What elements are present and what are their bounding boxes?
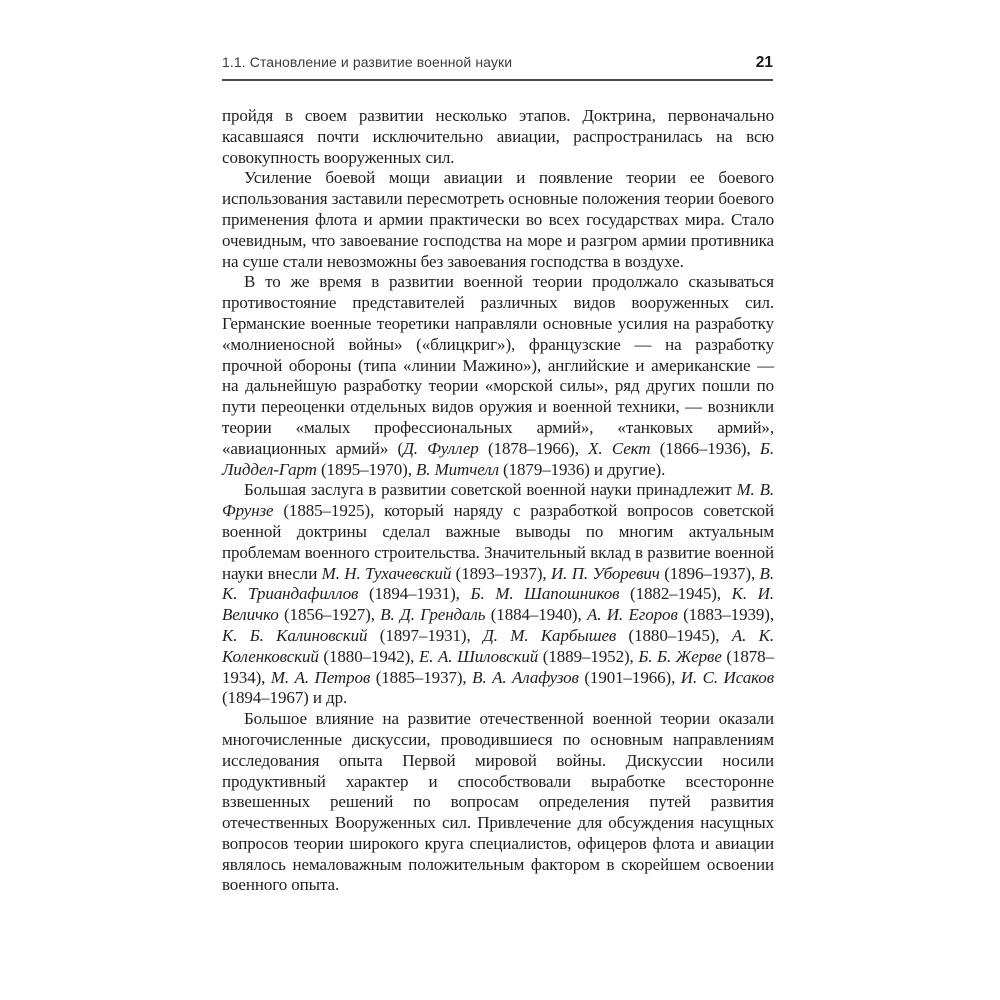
text-run: пройдя в своем развитии несколько этапов. Доктрина, первоначально касавшаяся почти исключительно авиации, распространилась на всю совокупность вооруженных сил. bbox=[222, 106, 774, 167]
person-name-run: К. Б. Калиновский bbox=[222, 625, 368, 645]
person-name-run: Б. Лиддел-Гарт bbox=[222, 438, 774, 479]
person-name-run: А. И. Егоров bbox=[586, 605, 678, 625]
paragraph bbox=[222, 709, 774, 896]
text-run: (1879–1936) и другие). bbox=[498, 459, 666, 479]
person-name-run: В. Д. Грендаль bbox=[380, 605, 486, 625]
paragraph bbox=[222, 168, 774, 272]
person-name-run: Д. М. Карбышев bbox=[483, 625, 617, 645]
text-run: (1880–1945), bbox=[616, 625, 732, 645]
person-name-run: И. П. Уборевич bbox=[550, 563, 660, 583]
person-name-run: М. Н. Тухачевский bbox=[321, 563, 452, 583]
person-name-run: В. А. Алафузов bbox=[472, 667, 579, 687]
text-run: Большая заслуга в развитии советской военной науки принадлежит bbox=[244, 480, 737, 500]
text-run: (1883–1939), bbox=[677, 605, 774, 625]
person-name-run: М. В. Фрунзе bbox=[222, 480, 775, 521]
text-run: Усиление боевой мощи авиации и появление теории ее боевого использования заставили пересмотреть основные положения теории боевого применения флота и армии практически во всех государствах мира. Стало очевидным, что завоевание господства на море и разгром армии противника на суше стали невозможны без завоевания господства в воздухе. bbox=[222, 168, 774, 271]
page-number: 21 bbox=[755, 54, 773, 71]
person-name-run: Б. М. Шапошников bbox=[470, 584, 620, 604]
running-header-title: 1.1. Становление и развитие военной науки bbox=[222, 54, 513, 70]
paragraph bbox=[222, 480, 774, 709]
text-run: (1893–1937), bbox=[451, 563, 551, 583]
paragraph bbox=[222, 106, 774, 168]
text-run: (1856–1927), bbox=[278, 605, 381, 625]
person-name-run: В. К. Триандафиллов bbox=[222, 563, 774, 604]
person-name-run: М. А. Петров bbox=[270, 667, 371, 687]
paragraph bbox=[222, 272, 774, 480]
text-run: (1885–1925), который наряду с разработкой вопросов советской военной доктрины сделал важные выводы по многим актуальным проблемам военного строительства. Значительный вклад в развитие военной науки внесли bbox=[222, 501, 774, 583]
text-run: (1895–1970), bbox=[316, 459, 417, 479]
running-header bbox=[222, 54, 773, 81]
text-run: Большое влияние на развитие отечественной военной теории оказали многочисленные дискуссии, проводившиеся по основным направлениям исследования опыта Первой мировой войны. Дискуссии носили продуктивный характер и способствовали выработке всесторонне взвешенных решений по вопросам определения путей развития отечественных Вооруженных сил. Привлечение для обсуждения насущных вопросов теории широкого круга специалистов, офицеров флота и авиации являлось немаловажным положительным фактором в скорейшем освоении военного опыта. bbox=[222, 709, 774, 895]
text-run: (1866–1936), bbox=[650, 438, 760, 458]
person-name-run: А. К. Коленковский bbox=[222, 625, 774, 666]
page-text bbox=[222, 106, 774, 896]
text-run: (1880–1942), bbox=[318, 646, 419, 666]
text-run: (1897–1931), bbox=[367, 625, 484, 645]
person-name-run: В. Митчелл bbox=[416, 459, 499, 479]
text-run: (1889–1952), bbox=[538, 646, 639, 666]
text-run: (1896–1937), bbox=[659, 563, 760, 583]
person-name-run: Х. Сект bbox=[588, 438, 651, 458]
person-name-run: Б. Б. Жерве bbox=[638, 646, 722, 666]
text-run: (1882–1945), bbox=[619, 584, 732, 604]
text-run: В то же время в развитии военной теории продолжало сказываться противостояние представителей различных видов вооруженных сил. Германские военные теоретики направляли основные усилия на разработку «молниеносной войны» («блицкриг»), французские — на разработку прочной обороны (типа «линии Мажино»), английские и американские — на дальнейшую разработку теории «морской силы», ряд других пошли по пути переоценки отдельных видов оружия и военной техники, — возникли теории «малых профессиональных армий», «танковых армий», «авиационных армий» ( bbox=[222, 272, 774, 458]
person-name-run: И. С. Исаков bbox=[680, 667, 774, 687]
person-name-run: Д. Фуллер bbox=[403, 438, 479, 458]
text-run: (1878–1966), bbox=[478, 438, 589, 458]
text-run: (1894–1931), bbox=[358, 584, 471, 604]
text-run: (1885–1937), bbox=[370, 667, 473, 687]
text-run: (1878–1934), bbox=[222, 646, 774, 687]
person-name-run: Е. А. Шиловский bbox=[418, 646, 539, 666]
text-run: (1884–1940), bbox=[485, 605, 587, 625]
person-name-run: К. И. Величко bbox=[222, 584, 774, 625]
text-run: (1901–1966), bbox=[578, 667, 681, 687]
text-run: (1894–1967) и др. bbox=[222, 688, 348, 708]
